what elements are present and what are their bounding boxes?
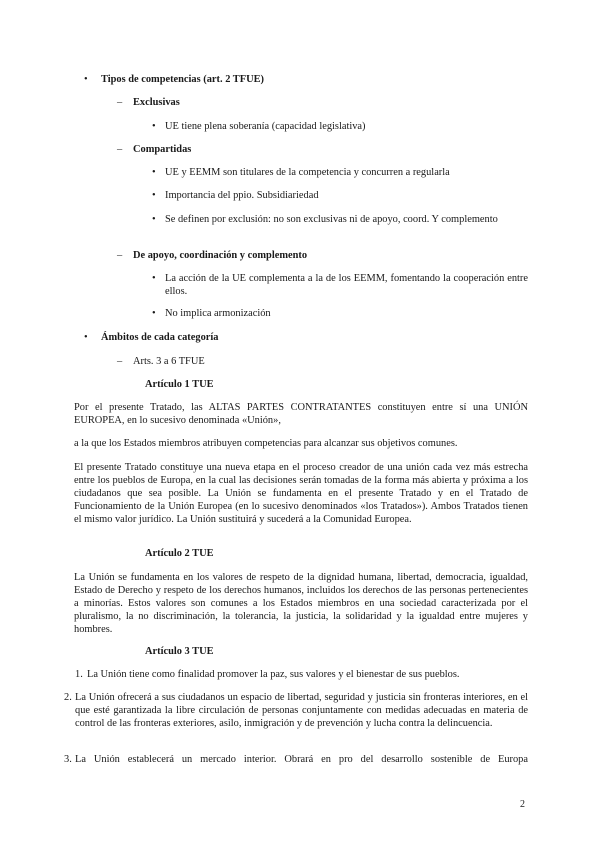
dash-marker: – (117, 356, 123, 367)
list-number: 3. (64, 754, 72, 765)
outline-apoyo: De apoyo, coordinación y complemento (133, 250, 308, 261)
list-number: 2. (64, 692, 72, 703)
dash-marker: – (117, 144, 123, 155)
dash-marker: – (117, 250, 123, 261)
article-1-paragraph-2: a la que los Estados miembros atribuyen competencias para alcanzar sus objetivos comunes. (74, 438, 458, 449)
page-number: 2 (520, 799, 525, 810)
article-3-item: La Unión establecerá un mercado interior. Obrará en pro del desarrollo sostenible de Europa (75, 754, 528, 765)
compartidas-item: Importancia del ppio. Subsidiariedad (165, 190, 319, 201)
bullet-marker: • (152, 167, 156, 178)
compartidas-item: UE y EEMM son titulares de la competencia y concurren a regularla (165, 167, 450, 178)
bullet-marker: • (84, 74, 88, 85)
article-2-paragraph: La Unión se fundamenta en los valores de respeto de la dignidad humana, libertad, democracia, igualdad, Estado de Derecho y respeto de los derechos humanos, incluidos los derechos de las personas pertenecientes a minorías. Estos valores son comunes a los Estados miembros en una sociedad caracterizada por el pluralismo, la no discriminación, la tolerancia, la justicia, la solidaridad y la igualdad entre mujeres y hombres. (74, 572, 528, 636)
bullet-marker: • (84, 332, 88, 343)
article-1-paragraph-1: Por el presente Tratado, las ALTAS PARTES CONTRATANTES constituyen entre sí una UNIÓN EUROPEA, en lo sucesivo denominada «Unión», (74, 402, 528, 427)
article-2-heading: Artículo 2 TUE (145, 548, 214, 559)
apoyo-item: No implica armonización (165, 308, 271, 319)
bullet-marker: • (152, 308, 156, 319)
outline-exclusivas: Exclusivas (133, 97, 180, 108)
article-3-heading: Artículo 3 TUE (145, 646, 214, 657)
bullet-marker: • (152, 121, 156, 132)
article-3-item: La Unión ofrecerá a sus ciudadanos un espacio de libertad, seguridad y justicia sin fronteras interiores, en el que esté garantizada la libre circulación de personas conjuntamente con medidas adecuadas en materia de control de las fronteras exteriores, asilo, inmigración y de prevención y lucha contra la delincuencia. (75, 692, 528, 730)
list-number: 1. (75, 669, 83, 680)
apoyo-item: La acción de la UE complementa a la de los EEMM, fomentando la cooperación entre ellos. (165, 273, 528, 298)
bullet-marker: • (152, 190, 156, 201)
article-1-paragraph-3: El presente Tratado constituye una nueva etapa en el proceso creador de una unión cada vez más estrecha entre los pueblos de Europa, en la cual las decisiones serán tomadas de la forma más abierta y próxima a los ciudadanos que sea posible. La Unión se fundamenta en el presente Tratado y en el Tratado de Funcionamiento de la Unión Europea (en lo sucesivo denominados «los Tratados»). Ambos Tratados tienen el mismo valor jurídico. La Unión sustituirá y sucederá a la Comunidad Europea. (74, 462, 528, 526)
bullet-marker: • (152, 273, 156, 284)
article-1-heading: Artículo 1 TUE (145, 379, 214, 390)
outline-compartidas: Compartidas (133, 144, 192, 155)
dash-marker: – (117, 97, 123, 108)
article-3-item: La Unión tiene como finalidad promover la paz, sus valores y el bienestar de sus pueblos. (87, 669, 460, 680)
compartidas-item: Se definen por exclusión: no son exclusivas ni de apoyo, coord. Y complemento (165, 214, 498, 225)
bullet-marker: • (152, 214, 156, 225)
outline-arts: Arts. 3 a 6 TFUE (133, 356, 205, 367)
outline-heading-ambitos: Ámbitos de cada categoría (101, 332, 219, 343)
exclusivas-item: UE tiene plena soberanía (capacidad legislativa) (165, 121, 366, 132)
outline-heading-tipos-competencias: Tipos de competencias (art. 2 TFUE) (101, 74, 264, 85)
